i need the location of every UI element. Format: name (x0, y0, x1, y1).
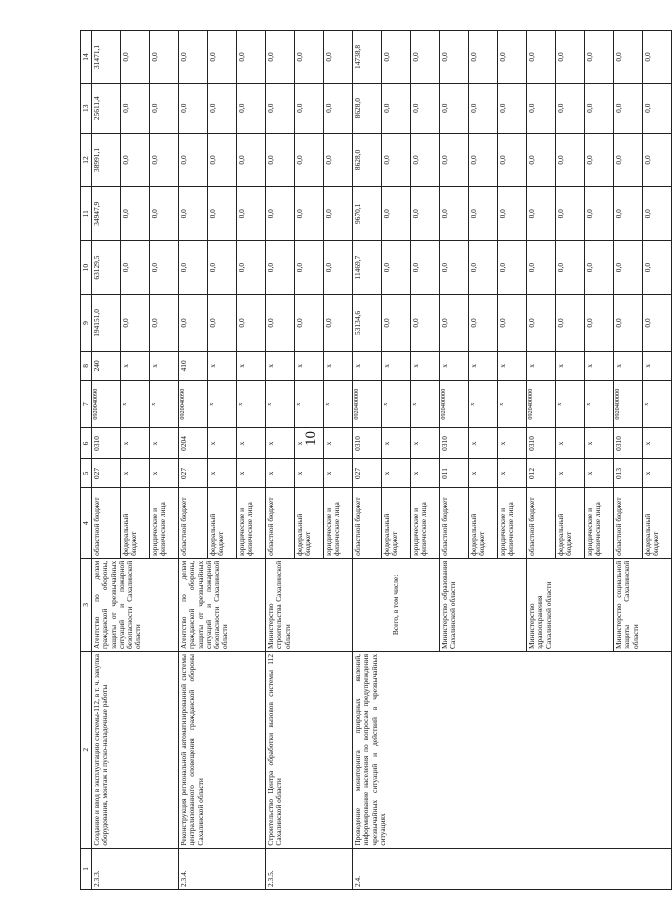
budget-code: x (382, 459, 411, 488)
budget-code: 027 (179, 459, 208, 488)
budget-code: 0204 (179, 428, 208, 459)
budget-code: x (295, 351, 324, 380)
item-code: 2.3.4. (179, 848, 266, 889)
amount-value: 0,0 (527, 31, 556, 84)
amount-value: 0,0 (556, 294, 585, 351)
budget-code: x (237, 459, 266, 488)
amount-value: 0,0 (295, 294, 324, 351)
amount-value: 0,0 (295, 133, 324, 187)
column-header: 4 (81, 488, 92, 558)
item-name: Реконструкция региональной автоматизированной системы централизованного оповещения гражданской обороны Сахалинской области (179, 651, 266, 848)
budget-code: x (411, 428, 440, 459)
budget-code: x (208, 428, 237, 459)
amount-value: 0,0 (295, 31, 324, 84)
funding-source: федеральный бюджет (295, 488, 324, 558)
funding-source: федеральный бюджет (208, 488, 237, 558)
amount-value: 0,0 (150, 133, 179, 187)
amount-value: 0,0 (121, 133, 150, 187)
amount-value: 0,0 (121, 31, 150, 84)
budget-code: 0310 (92, 428, 121, 459)
amount-value: 9670,1 (353, 187, 382, 241)
table-row (92, 31, 121, 890)
budget-code: x (585, 459, 614, 488)
amount-value: 0,0 (382, 294, 411, 351)
column-header: 6 (81, 428, 92, 459)
amount-value: 0,0 (469, 31, 498, 84)
target-code: 0920400000 (353, 380, 382, 428)
amount-value: 8628,0 (353, 83, 382, 133)
amount-value: 25611,4 (92, 83, 121, 133)
table-row (179, 31, 208, 890)
budget-code: 0310 (440, 428, 469, 459)
budget-code: x (498, 428, 527, 459)
amount-value: 0,0 (179, 294, 208, 351)
amount-value: 0,0 (179, 133, 208, 187)
amount-value: 0,0 (179, 31, 208, 84)
funding-source: областной бюджет (614, 488, 643, 558)
amount-value: 0,0 (237, 241, 266, 295)
funding-source: федеральный бюджет (121, 488, 150, 558)
funding-source: федеральный бюджет (469, 488, 498, 558)
amount-value: 0,0 (150, 241, 179, 295)
column-header: 12 (81, 133, 92, 187)
amount-value: 0,0 (208, 294, 237, 351)
amount-value: 0,0 (585, 294, 614, 351)
funding-source: юридические и физические лица (498, 488, 527, 558)
column-header: 11 (81, 187, 92, 241)
amount-value: 0,0 (614, 83, 643, 133)
budget-code: x (266, 428, 295, 459)
amount-value: 0,0 (266, 294, 295, 351)
target-code: x (382, 380, 411, 428)
amount-value: 0,0 (324, 83, 353, 133)
amount-value: 0,0 (469, 133, 498, 187)
amount-value: 0,0 (498, 31, 527, 84)
budget-code: x (150, 459, 179, 488)
amount-value: 0,0 (469, 241, 498, 295)
funding-source: областной бюджет (440, 488, 469, 558)
amount-value: 0,0 (643, 187, 672, 241)
executor: Министерство социальной защиты Сахалинской области (614, 558, 672, 651)
amount-value: 0,0 (440, 241, 469, 295)
item-code: 2.3.3. (92, 848, 179, 889)
amount-value: 0,0 (643, 241, 672, 295)
amount-value: 0,0 (179, 187, 208, 241)
amount-value: 0,0 (208, 31, 237, 84)
amount-value: 0,0 (469, 83, 498, 133)
amount-value: 0,0 (179, 241, 208, 295)
budget-code: x (498, 351, 527, 380)
executor: Агентство по делам гражданской обороны, защиты от чрезвычайных ситуаций и пожарной безопасности Сахалинской области (179, 558, 266, 651)
budget-code: x (469, 428, 498, 459)
budget-code: 0310 (353, 428, 382, 459)
amount-value: 0,0 (208, 241, 237, 295)
funding-source: областной бюджет (266, 488, 295, 558)
document-sheet (80, 30, 661, 890)
amount-value: 0,0 (440, 83, 469, 133)
amount-value: 0,0 (440, 294, 469, 351)
amount-value: 0,0 (382, 241, 411, 295)
budget-code: x (324, 428, 353, 459)
amount-value: 0,0 (324, 241, 353, 295)
amount-value: 0,0 (266, 133, 295, 187)
budget-code: x (556, 428, 585, 459)
funding-source: областной бюджет (353, 488, 382, 558)
target-code: x (121, 380, 150, 428)
amount-value: 0,0 (208, 83, 237, 133)
table-row (266, 31, 295, 890)
amount-value: 0,0 (382, 187, 411, 241)
amount-value: 0,0 (614, 187, 643, 241)
budget-code: x (469, 351, 498, 380)
page-number: 10 (303, 431, 319, 446)
budget-code: x (643, 459, 672, 488)
target-code: x (208, 380, 237, 428)
target-code: x (150, 380, 179, 428)
column-header: 2 (81, 651, 92, 848)
budget-code: x (150, 428, 179, 459)
budget-code: x (266, 351, 295, 380)
amount-value: 0,0 (498, 83, 527, 133)
amount-value: 0,0 (411, 83, 440, 133)
amount-value: 0,0 (411, 187, 440, 241)
budget-code: x (556, 459, 585, 488)
amount-value: 0,0 (585, 133, 614, 187)
amount-value: 0,0 (643, 294, 672, 351)
budget-code: x (411, 459, 440, 488)
amount-value: 0,0 (121, 294, 150, 351)
budget-code: 240 (92, 351, 121, 380)
amount-value: 0,0 (150, 31, 179, 84)
amount-value: 0,0 (527, 294, 556, 351)
budget-code: x (237, 428, 266, 459)
column-header: 9 (81, 294, 92, 351)
budget-code: x (150, 351, 179, 380)
amount-value: 0,0 (585, 83, 614, 133)
amount-value: 0,0 (585, 187, 614, 241)
budget-code: 0310 (614, 428, 643, 459)
budget-code: x (353, 351, 382, 380)
target-code: x (585, 380, 614, 428)
amount-value: 0,0 (643, 83, 672, 133)
funding-source: федеральный бюджет (382, 488, 411, 558)
budget-code: x (498, 459, 527, 488)
amount-value: 0,0 (585, 241, 614, 295)
funding-source: федеральный бюджет (643, 488, 672, 558)
amount-value: 0,0 (411, 241, 440, 295)
budget-code: x (324, 459, 353, 488)
budget-code: x (237, 351, 266, 380)
column-header: 14 (81, 31, 92, 84)
budget-code: 013 (614, 459, 643, 488)
amount-value: 0,0 (527, 241, 556, 295)
amount-value: 0,0 (469, 294, 498, 351)
amount-value: 0,0 (498, 294, 527, 351)
amount-value: 0,0 (440, 133, 469, 187)
amount-value: 0,0 (469, 187, 498, 241)
budget-code: x (527, 351, 556, 380)
amount-value: 0,0 (237, 133, 266, 187)
amount-value: 0,0 (411, 133, 440, 187)
column-header: 1 (81, 848, 92, 889)
target-code: x (266, 380, 295, 428)
amount-value: 0,0 (556, 83, 585, 133)
item-name: Создание и ввод в эксплуатацию системы-112, в т. ч. закупка оборудования, монтаж и пуско-наладочные работы (92, 651, 179, 848)
column-header: 5 (81, 459, 92, 488)
item-name: Проведение мониторинга природных явлений, информирование населения по вопросам предупреждения чрезвычайных ситуаций и действий в чрезвычайных ситуациях (353, 651, 672, 848)
item-code: 2.4. (353, 848, 672, 889)
amount-value: 63129,5 (92, 241, 121, 295)
budget-code: x (382, 351, 411, 380)
amount-value: 0,0 (498, 133, 527, 187)
amount-value: 0,0 (382, 31, 411, 84)
executor: Всего, в том числе: (353, 558, 440, 651)
budget-code: x (382, 428, 411, 459)
amount-value: 0,0 (614, 294, 643, 351)
target-code: 0920400000 (614, 380, 643, 428)
funding-source: юридические и физические лица (411, 488, 440, 558)
budget-code: x (121, 459, 150, 488)
budget-code: x (585, 351, 614, 380)
table-row (353, 31, 382, 890)
amount-value: 0,0 (585, 31, 614, 84)
amount-value: 0,0 (121, 83, 150, 133)
target-code: x (324, 380, 353, 428)
item-code: 2.3.5. (266, 848, 353, 889)
amount-value: 0,0 (556, 187, 585, 241)
target-code: x (498, 380, 527, 428)
budget-code: x (469, 459, 498, 488)
item-name: Строительство Центра обработки вызовов системы 112 Сахалинской области (266, 651, 353, 848)
target-code: 0920040090 (92, 380, 121, 428)
funding-source: областной бюджет (92, 488, 121, 558)
amount-value: 0,0 (208, 187, 237, 241)
budget-code: x (440, 351, 469, 380)
rotated-table-wrapper (80, 30, 661, 890)
amount-value: 194151,0 (92, 294, 121, 351)
budget-code: x (295, 428, 324, 459)
funding-source: юридические и физические лица (150, 488, 179, 558)
amount-value: 0,0 (150, 83, 179, 133)
amount-value: 0,0 (498, 241, 527, 295)
amount-value: 0,0 (121, 187, 150, 241)
budget-code: 027 (353, 459, 382, 488)
amount-value: 0,0 (150, 187, 179, 241)
amount-value: 0,0 (498, 187, 527, 241)
budget-code: x (585, 428, 614, 459)
amount-value: 34947,9 (92, 187, 121, 241)
amount-value: 0,0 (324, 294, 353, 351)
amount-value: 0,0 (411, 294, 440, 351)
target-code: x (469, 380, 498, 428)
executor: Министерство образования Сахалинской области (440, 558, 527, 651)
column-header: 7 (81, 380, 92, 428)
amount-value: 11469,7 (353, 241, 382, 295)
amount-value: 0,0 (527, 187, 556, 241)
target-code: 0920040090 (179, 380, 208, 428)
amount-value: 0,0 (237, 83, 266, 133)
budget-code: 012 (527, 459, 556, 488)
amount-value: 0,0 (266, 31, 295, 84)
amount-value: 0,0 (208, 133, 237, 187)
amount-value: 0,0 (411, 31, 440, 84)
amount-value: 0,0 (324, 187, 353, 241)
target-code: 0920400000 (527, 380, 556, 428)
budget-code: x (643, 428, 672, 459)
amount-value: 0,0 (440, 31, 469, 84)
target-code: x (556, 380, 585, 428)
budget-code: x (295, 459, 324, 488)
amount-value: 0,0 (527, 83, 556, 133)
amount-value: 0,0 (324, 133, 353, 187)
budget-code: 011 (440, 459, 469, 488)
budget-code: x (121, 351, 150, 380)
executor: Министерство строительства Сахалинской области (266, 558, 353, 651)
amount-value: 14738,8 (353, 31, 382, 84)
executor: Агентство по делам гражданской обороны, защиты от чрезвычайных ситуаций и пожарной безопасности Сахалинской области (92, 558, 179, 651)
amount-value: 53134,6 (353, 294, 382, 351)
amount-value: 0,0 (237, 31, 266, 84)
amount-value: 0,0 (121, 241, 150, 295)
amount-value: 0,0 (614, 133, 643, 187)
funding-source: юридические и физические лица (237, 488, 266, 558)
amount-value: 0,0 (266, 241, 295, 295)
amount-value: 0,0 (440, 187, 469, 241)
target-code: x (295, 380, 324, 428)
funding-source: федеральный бюджет (556, 488, 585, 558)
amount-value: 0,0 (179, 83, 208, 133)
column-header: 3 (81, 558, 92, 651)
funding-source: юридические и физические лица (324, 488, 353, 558)
funding-source: областной бюджет (179, 488, 208, 558)
amount-value: 38991,1 (92, 133, 121, 187)
budget-code: x (643, 351, 672, 380)
budget-code: 0310 (527, 428, 556, 459)
amount-value: 0,0 (295, 187, 324, 241)
amount-value: 0,0 (382, 83, 411, 133)
amount-value: 31471,1 (92, 31, 121, 84)
target-code: 0920400000 (440, 380, 469, 428)
target-code: x (411, 380, 440, 428)
budget-code: x (121, 428, 150, 459)
amount-value: 0,0 (237, 187, 266, 241)
amount-value: 0,0 (324, 31, 353, 84)
budget-code: x (208, 459, 237, 488)
target-code: x (237, 380, 266, 428)
budget-code: x (614, 351, 643, 380)
budget-table (80, 30, 672, 890)
column-header: 10 (81, 241, 92, 295)
amount-value: 8628,0 (353, 133, 382, 187)
amount-value: 0,0 (295, 241, 324, 295)
amount-value: 0,0 (643, 133, 672, 187)
target-code: x (643, 380, 672, 428)
amount-value: 0,0 (527, 133, 556, 187)
amount-value: 0,0 (150, 294, 179, 351)
amount-value: 0,0 (643, 31, 672, 84)
amount-value: 0,0 (614, 31, 643, 84)
budget-code: x (411, 351, 440, 380)
amount-value: 0,0 (266, 83, 295, 133)
budget-code: x (208, 351, 237, 380)
amount-value: 0,0 (556, 133, 585, 187)
header-row (81, 31, 92, 890)
amount-value: 0,0 (614, 241, 643, 295)
funding-source: юридические и физические лица (585, 488, 614, 558)
amount-value: 0,0 (266, 187, 295, 241)
column-header: 13 (81, 83, 92, 133)
budget-code: 410 (179, 351, 208, 380)
executor: Министерство здравоохранения Сахалинской области (527, 558, 614, 651)
amount-value: 0,0 (295, 83, 324, 133)
budget-code: x (556, 351, 585, 380)
column-header: 8 (81, 351, 92, 380)
amount-value: 0,0 (382, 133, 411, 187)
funding-source: областной бюджет (527, 488, 556, 558)
budget-code: x (266, 459, 295, 488)
budget-code: x (324, 351, 353, 380)
budget-code: 027 (92, 459, 121, 488)
amount-value: 0,0 (556, 241, 585, 295)
amount-value: 0,0 (556, 31, 585, 84)
amount-value: 0,0 (237, 294, 266, 351)
